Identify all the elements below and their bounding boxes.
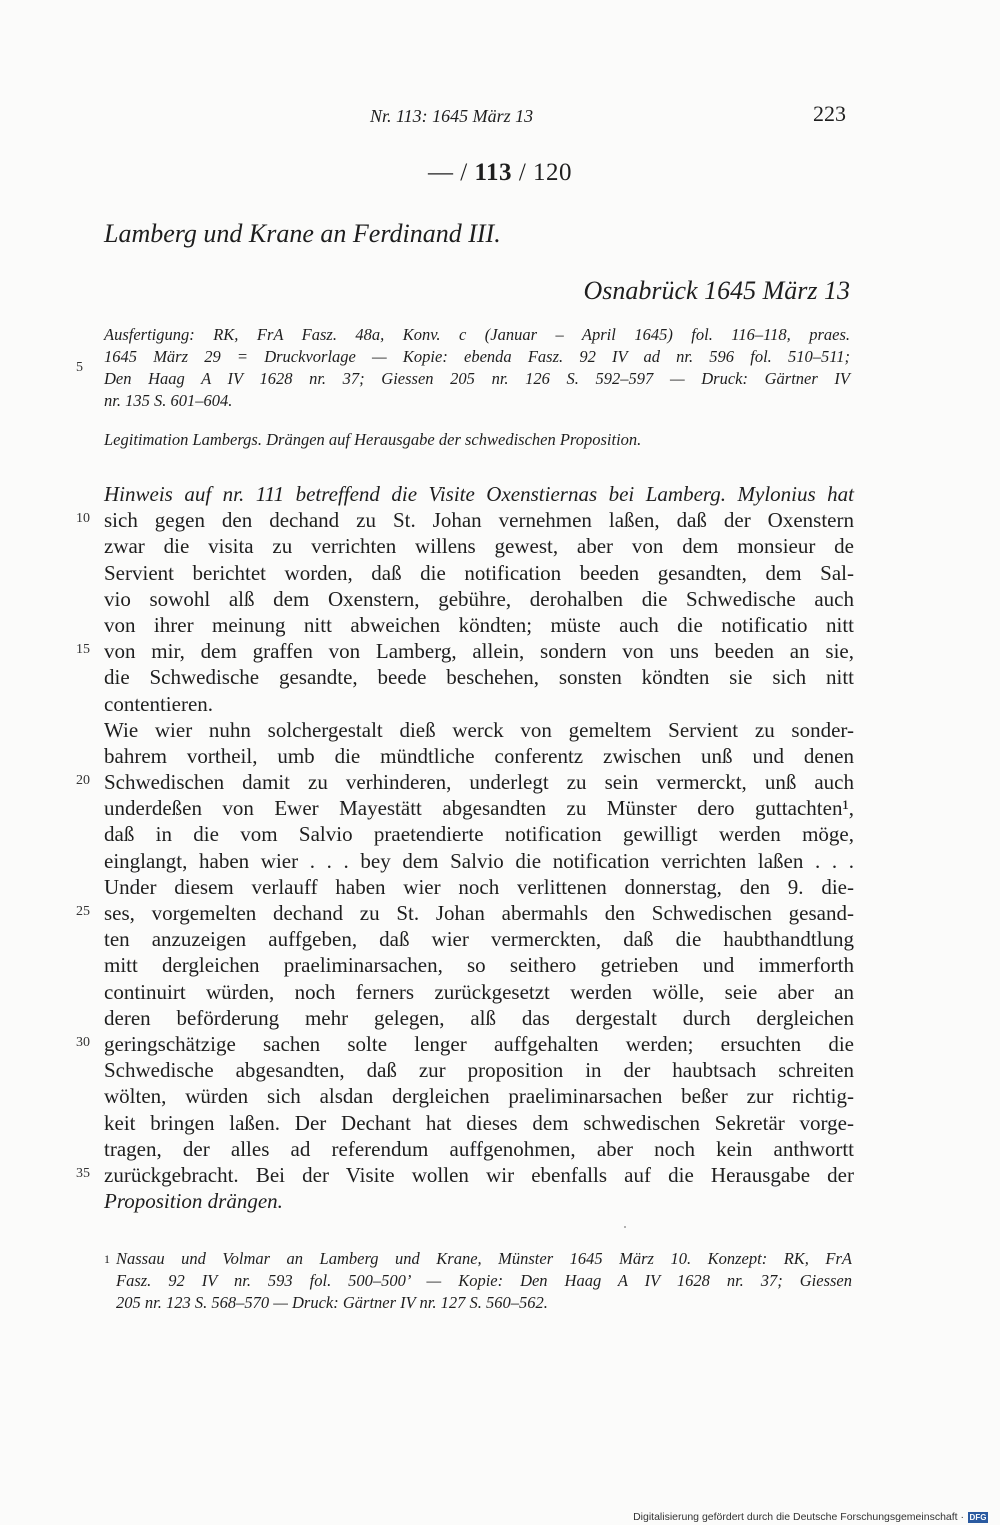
funding-note-text: Digitalisierung gefördert durch die Deutsche Forschungsgemeinschaft · — [633, 1511, 964, 1523]
body-line: Wie wier nuhn solchergestalt dieß werck von gemeltem Servient zu sonder- — [104, 717, 854, 742]
print-speck — [624, 1226, 626, 1228]
dfg-logo-icon: DFG — [969, 1512, 987, 1522]
document-body — [104, 481, 854, 1214]
running-head: Nr. 113: 1645 März 13 — [370, 106, 534, 126]
provenance-line: nr. 135 S. 601–604. — [104, 391, 233, 410]
body-line: Schwedische abgesandten, daß zur proposition in der haubtsach schreiten — [104, 1058, 854, 1083]
document-number-suffix: / 120 — [512, 159, 573, 186]
line-number: 25 — [76, 904, 90, 919]
body-line: von mir, dem graffen von Lamberg, allein, sondern von uns beeden an sie, — [104, 639, 854, 664]
body-line: ten anzuzeigen auffgeben, daß wier vermerckten, daß die haubthandtlung — [104, 927, 854, 952]
line-number: 35 — [76, 1166, 90, 1181]
footnote-line: Fasz. 92 IV nr. 593 fol. 500–500’ — Kopie: Den Haag A IV 1628 nr. 37; Giessen — [116, 1271, 852, 1290]
document-number-value: 113 — [474, 159, 513, 186]
body-line: keit bringen laßen. Der Dechant hat dieses dem schwedischen Sekretär vorge- — [104, 1110, 854, 1135]
footnote-marker: 1 — [104, 1252, 110, 1266]
place-date: Osnabrück 1645 März 13 — [583, 276, 850, 305]
page-number: 223 — [813, 101, 846, 126]
body-line: sich gegen den dechand zu St. Johan vernehmen laßen, daß der Oxenstern — [104, 508, 854, 533]
body-line: underdeßen von Ewer Mayestätt abgesandten zu Münster dero guttachten¹, — [104, 796, 854, 821]
body-line: bahrem vortheil, umb die mündtliche conferentz zwischen unß und denen — [104, 743, 854, 768]
provenance-line: Ausfertigung: RK, FrA Fasz. 48a, Konv. c (Januar – April 1645) fol. 116–118, praes. — [104, 325, 850, 344]
line-number: 5 — [76, 360, 83, 375]
body-line: wölten, würden sich alsdan dergleichen praeliminarsachen beßer zur richtig- — [104, 1084, 854, 1109]
body-line: contentieren. — [104, 691, 214, 716]
document-number-prefix: — / — [427, 159, 475, 186]
line-number: 10 — [76, 511, 90, 526]
body-line: geringschätzige sachen solte lenger auffgehalten werden; ersuchten die — [104, 1031, 854, 1056]
line-number: 30 — [76, 1035, 90, 1050]
document-number — [0, 159, 1000, 187]
footnote-line: 205 nr. 123 S. 568–570 — Druck: Gärtner IV nr. 127 S. 560–562. — [116, 1293, 548, 1312]
footnote — [104, 1248, 852, 1314]
body-line: continuirt würden, noch ferners zurückgesetzt werden wölle, seie aber an — [104, 979, 854, 1004]
body-line: Proposition drängen. — [104, 1189, 283, 1214]
body-line: deren beförderung mehr gelegen, alß das dergestalt durch dergleichen — [104, 1005, 854, 1030]
body-line: daß in die vom Salvio praetendierte notification gewilligt werden möge, — [104, 822, 854, 847]
footnote-line: Nassau und Volmar an Lamberg und Krane, Münster 1645 März 10. Konzept: RK, FrA — [116, 1249, 852, 1268]
provenance-line: 1645 März 29 = Druckvorlage — Kopie: ebenda Fasz. 92 IV ad nr. 596 fol. 510–511; — [104, 347, 850, 366]
funding-note — [633, 1511, 988, 1523]
body-line: Schwedischen damit zu verhinderen, underlegt zu sein vermerckt, unß auch — [104, 770, 854, 795]
body-line: tragen, der alles ad referendum auffgenohmen, aber noch kein anthwortt — [104, 1136, 854, 1161]
document-summary: Legitimation Lambergs. Drängen auf Herausgabe der schwedischen Proposition. — [104, 430, 642, 449]
body-line: Servient berichtet worden, daß die notification beeden gesandten, dem Sal- — [104, 560, 854, 585]
provenance-line: Den Haag A IV 1628 nr. 37; Giessen 205 nr. 126 S. 592–597 — Druck: Gärtner IV — [104, 369, 850, 388]
body-line: Under diesem verlauff haben wier noch verlittenen donnerstag, den 9. die- — [104, 874, 854, 899]
body-line: Hinweis auf nr. 111 betreffend die Visite Oxenstiernas bei Lamberg. Mylonius hat — [104, 482, 854, 506]
line-number: 20 — [76, 773, 90, 788]
body-line: zurückgebracht. Bei der Visite wollen wir ebenfalls auf die Herausgabe der — [104, 1162, 854, 1187]
body-line: einglangt, haben wier . . . bey dem Salvio die notification verrichten laßen . . . — [104, 848, 854, 873]
provenance-note — [104, 324, 850, 412]
body-line: ses, vorgemelten dechand zu St. Johan abermahls den Schwedischen gesand- — [104, 901, 854, 925]
document-heading: Lamberg und Krane an Ferdinand III. — [104, 219, 501, 248]
body-line: die Schwedische gesandte, beede beschehen, sonsten köndten sie sich nitt — [104, 665, 854, 690]
line-number: 15 — [76, 642, 90, 657]
body-line: mitt dergleichen praeliminarsachen, so seithero getrieben und immerforth — [104, 953, 854, 978]
body-line: zwar die visita zu verrichten willens gewest, aber von dem monsieur de — [104, 534, 854, 559]
body-line: vio sowohl alß dem Oxenstern, gebühre, derohalben die Schwedische auch — [104, 586, 854, 611]
body-line: von ihrer meinung nitt abweichen köndten; müste auch die notificatio nitt — [104, 612, 854, 637]
